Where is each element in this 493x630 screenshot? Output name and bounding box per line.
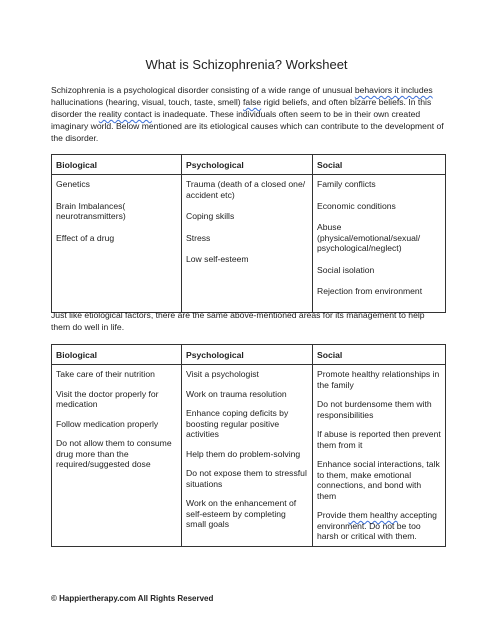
list-item: Take care of their nutrition xyxy=(56,369,155,379)
intro-text-1: Schizophrenia is a psychological disorder consisting of a wide range of unusual xyxy=(51,85,355,95)
list-item: Rejection from environment xyxy=(317,286,423,296)
causes-header-psychological: Psychological xyxy=(182,155,313,175)
copyright-footer: © Happiertherapy.com All Rights Reserved xyxy=(51,594,214,603)
causes-psychological-cell xyxy=(182,175,313,313)
list-item: Do not allow them to consume drug more than the required/suggested dose xyxy=(56,438,172,469)
list-item: Low self-esteem xyxy=(186,254,249,264)
social-last-text-2: accepting environment. Do not be too harsh or critical with them. xyxy=(317,510,437,541)
list-item: Visit the doctor properly for medication xyxy=(56,388,159,409)
intro-text-4: is inadequate. These individuals often seem to be in their own created imaginary world. Below mentioned are its etiological causes which can contribute to the development of the disorder. xyxy=(51,109,444,143)
intro-text-2: hallucinations (hearing, visual, touch, taste, smell) xyxy=(51,97,244,107)
list-item: Economic conditions xyxy=(317,200,396,211)
causes-biological-cell xyxy=(52,175,182,313)
list-item: Stress xyxy=(186,232,211,243)
list-item: Work on the enhancement of self-esteem by completing small goals xyxy=(186,498,297,529)
list-item: Do not burdensome them with responsibilities xyxy=(317,399,432,420)
list-item: Social isolation xyxy=(317,264,375,275)
list-item: Follow medication properly xyxy=(56,418,159,429)
list-item: Work on trauma resolution xyxy=(186,388,287,399)
management-psychological-cell xyxy=(182,365,313,547)
management-header-psychological: Psychological xyxy=(182,345,313,365)
management-body-row xyxy=(52,365,446,547)
management-header-social: Social xyxy=(313,345,446,365)
causes-table xyxy=(51,154,446,313)
management-table xyxy=(51,344,446,547)
causes-header-biological: Biological xyxy=(52,155,182,175)
list-item: Enhance coping deficits by boosting regular positive activities xyxy=(186,408,289,439)
list-item: Enhance social interactions, talk to them, make emotional connections, and bond with them xyxy=(317,459,440,501)
management-intro: Just like etiological factors, there are the same above-mentioned areas for its management to help them do well in life. xyxy=(51,310,425,332)
intro-text-3: rigid beliefs, and often bizarre beliefs. In this disorder the xyxy=(51,97,432,119)
list-item: Trauma (death of a closed one/ accident etc) xyxy=(186,179,306,200)
causes-header-row xyxy=(52,155,446,175)
list-item: Help them do problem-solving xyxy=(186,448,301,459)
intro-spellcheck-2: false xyxy=(243,97,262,107)
list-item: Family conflicts xyxy=(317,179,376,189)
intro-spellcheck-3: reality contact xyxy=(98,109,152,119)
list-item: Do not expose them to stressful situations xyxy=(186,468,307,489)
list-item: Genetics xyxy=(56,179,90,189)
management-social-cell xyxy=(313,365,446,547)
list-item: Brain Imbalances( neurotransmitters) xyxy=(56,200,126,221)
list-item xyxy=(317,510,441,542)
list-item: Visit a psychologist xyxy=(186,369,259,379)
list-item: Effect of a drug xyxy=(56,232,115,243)
social-last-spellcheck: them healthy xyxy=(348,510,398,520)
management-header-biological: Biological xyxy=(52,345,182,365)
intro-paragraph xyxy=(51,84,446,144)
social-last-text-1: Provide xyxy=(317,510,349,520)
list-item: Coping skills xyxy=(186,211,235,221)
management-biological-cell xyxy=(52,365,182,547)
list-item: If abuse is reported then prevent them from it xyxy=(317,429,441,450)
management-header-row xyxy=(52,345,446,365)
page-title: What is Schizophrenia? Worksheet xyxy=(145,57,348,72)
list-item: Promote healthy relationships in the family xyxy=(317,369,440,390)
intro-spellcheck-1: behaviors it includes xyxy=(354,85,433,95)
causes-header-social: Social xyxy=(313,155,446,175)
causes-body-row xyxy=(52,175,446,313)
list-item: Abuse (physical/emotional/sexual/ psychological/neglect) xyxy=(317,222,421,253)
causes-social-cell xyxy=(313,175,446,313)
